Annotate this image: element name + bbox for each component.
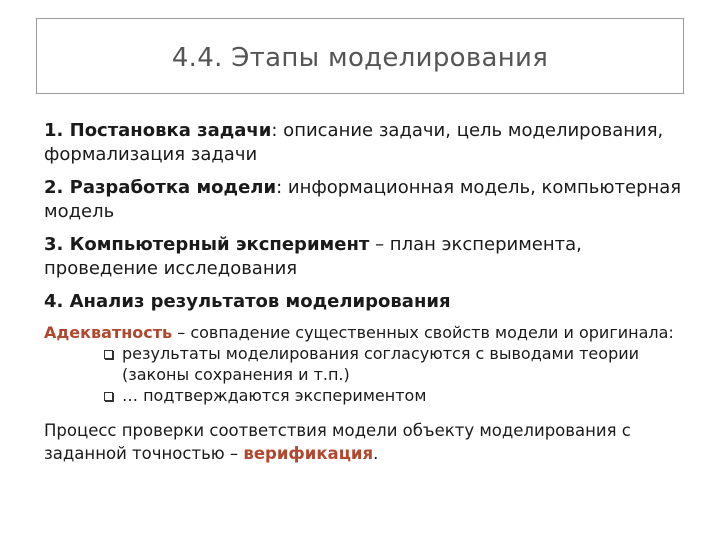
adequacy-definition: – совпадение существенных свойств модели и оригинала: <box>172 323 674 342</box>
adequacy-term: Адекватность <box>44 323 173 342</box>
adequacy-paragraph <box>44 322 694 343</box>
stage-2 <box>44 176 694 224</box>
stage-3-title: 3. Компьютерный эксперимент <box>44 234 370 255</box>
stage-3-text: – план эксперимента, проведение исследования <box>44 234 582 279</box>
bullet-text: результаты моделирования согласуются с выводами теории (законы сохранения и т.п.) <box>122 344 640 384</box>
title-box <box>36 18 684 94</box>
slide-title: 4.4. Этапы моделирования <box>171 43 549 73</box>
stage-1-text: : описание задачи, цель моделирования, формализация задачи <box>44 120 664 165</box>
stage-4-title: 4. Анализ результатов моделирования <box>44 291 451 312</box>
stage-1-title: 1. Постановка задачи <box>44 120 272 141</box>
square-bullet-icon <box>104 392 113 401</box>
verification-end: . <box>373 444 379 463</box>
list-item <box>44 343 694 385</box>
stage-3 <box>44 233 694 281</box>
stage-2-text: : информационная модель, компьютерная модель <box>44 177 682 222</box>
slide-content <box>44 119 694 465</box>
adequacy-bullets <box>44 343 694 406</box>
verification-text: Процесс проверки соответствия модели объекту моделирования с заданной точностью – <box>44 421 631 463</box>
verification-paragraph <box>44 419 694 465</box>
stage-4 <box>44 290 694 314</box>
bullet-text: … подтверждаются экспериментом <box>122 386 427 405</box>
stage-2-title: 2. Разработка модели <box>44 177 277 198</box>
square-bullet-icon <box>104 350 113 359</box>
stage-1 <box>44 119 694 167</box>
verification-term: верификация <box>243 444 374 463</box>
list-item <box>44 385 694 406</box>
